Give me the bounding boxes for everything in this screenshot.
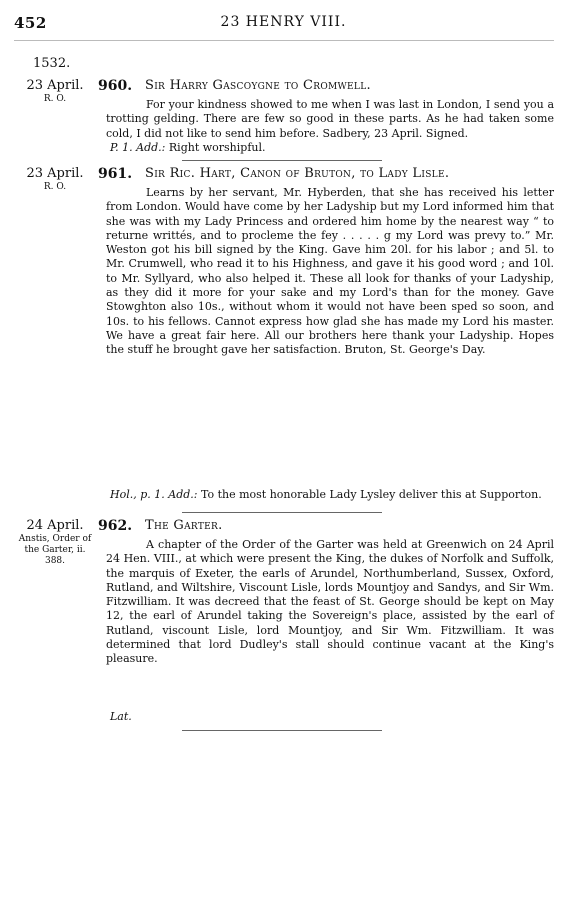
running-head: 23 HENRY VIII. (220, 14, 347, 30)
note-prefix: P. 1. Add.: (110, 141, 166, 154)
entry-divider (182, 730, 382, 731)
entry-note (110, 488, 554, 502)
entry-divider (182, 160, 382, 161)
entry-margin (16, 78, 94, 105)
entry-body: Learns by her servant, Mr. Hyberden, that she has received his letter from London. Would have come by her Ladyship but my Lord informed him that she was with my Lady Princess and ordered him home by the nearest way “ to returne writtés, and to procleme the fey . . . . . g my Lord was prevy to.” Mr. Weston got his bill signed by the King. Gave him 20l. for his labor ; and 5l. to Mr. Crumwell, who read it to his Highness, and gave it his good word ; and 10l. to Mr. Syllyard, who also helped it. These all look for thanks of your Ladyship, as they did it more for your sake and my Lord's than for the money. Gave Stowghton also 10s., without whom it would not have been sped so soon, and 10s. to his fellows. Cannot express how glad she has made my Lord his master. We have a great fair here. All our brothers here thank your Ladyship. Hopes the stuff he brought gave her satisfaction. Bruton, St. George's Day. (106, 186, 554, 357)
entry-source: Anstis, Order of the Garter, ii. 388. (18, 534, 92, 566)
entry-source: R. O. (43, 182, 67, 192)
entry-body: A chapter of the Order of the Garter was held at Greenwich on 24 April 24 Hen. VIII., at which were present the King, the dukes of Norfolk and Suffolk, the marquis of Exeter, the earls of Arundel, Northumberland, Sussex, Oxford, Rutland, and Wiltshire, Viscount Lisle, lords Mountjoy and Sandys, and Sir Wm. Fitzwilliam. It was decreed that the feast of St. George should be kept on May 12, the earl of Arundel taking the Sovereign's place, assisted by the earl of Rutland, viscount Lisle, lord Mountjoy, and Sir Wm. Fitzwilliam. It was determined that lord Dudley's stall should continue vacant at the King's pleasure. (106, 538, 554, 666)
year-label: 1532. (33, 56, 71, 71)
entry-heading: Sir Harry Gascoygne to Cromwell. (145, 78, 371, 93)
note-prefix: Hol., p. 1. Add.: (110, 488, 198, 501)
entry-margin (16, 518, 94, 567)
entry-number: 960. (98, 78, 133, 94)
note-text: To the most honorable Lady Lysley deliver this at Supporton. (197, 488, 542, 501)
entry-source: R. O. (43, 94, 67, 104)
entry-number: 961. (98, 166, 133, 182)
note-prefix: Lat. (110, 710, 132, 723)
page-header (0, 14, 567, 34)
entry-note (110, 710, 554, 724)
entry-heading: The Garter. (145, 518, 223, 533)
header-rule (14, 40, 554, 41)
note-text: Right worshipful. (165, 141, 266, 154)
entry-heading: Sir Ric. Hart, Canon of Bruton, to Lady Lisle. (145, 166, 450, 181)
entry-divider (182, 512, 382, 513)
entry-body: For your kindness showed to me when I was last in London, I send you a trotting gelding. There are few so good in these parts. As he had taken some cold, I did not like to send him before. Sadbery, 23 April. Signed. (106, 98, 554, 140)
entry-note (110, 141, 554, 155)
entry-date: 23 April. (26, 166, 84, 181)
entry-number: 962. (98, 518, 133, 534)
entry-margin (16, 166, 94, 193)
page-number: 452 (14, 14, 47, 32)
entry-date: 24 April. (26, 518, 84, 533)
entry-date: 23 April. (26, 78, 84, 93)
